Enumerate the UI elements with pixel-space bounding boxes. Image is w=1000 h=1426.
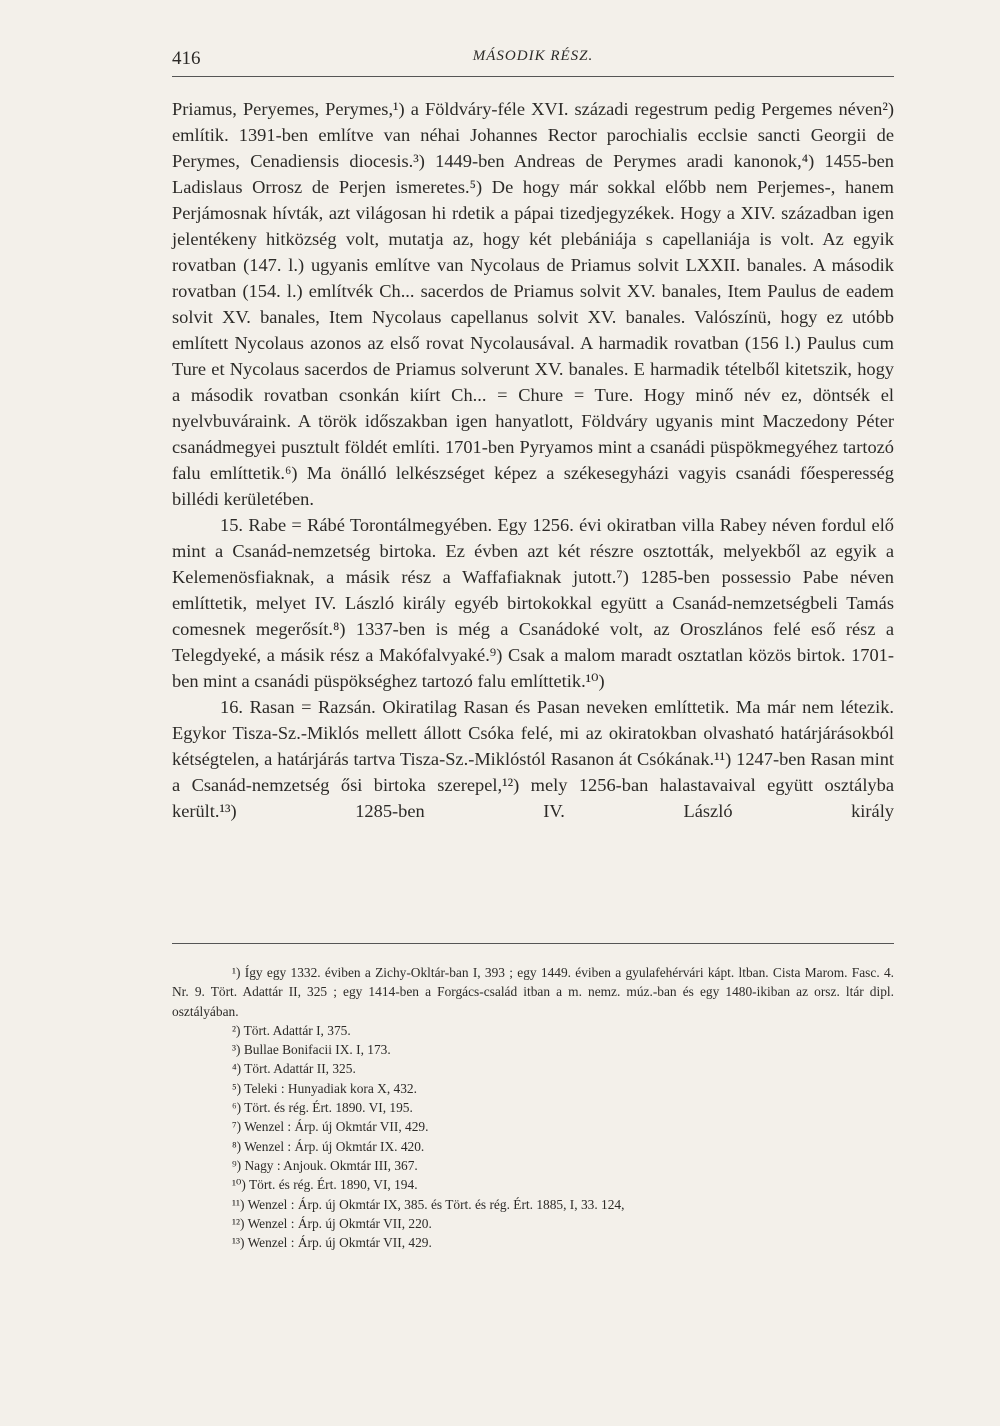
- footnote-2: ²) Tört. Adattár I, 375.: [232, 1022, 351, 1038]
- paragraph-priamus: Priamus, Peryemes, Perymes,¹) a Földváry-féle XVI. századi regestrum pedig Pergemes néven²) említik. 1391-ben említve van néhai Johannes Rector parochialis ecclsie sancti Georgii de Perymes, Cenadiensis diocesis.³) 1449-ben Andreas de Perymes aradi kanonok,⁴) 1455-ben Ladislaus Orrosz de Perjen ismeretes.⁵) De hogy már sokkal előbb nem Perjemes-, hanem Perjámosnak hívták, azt világosan hi rdetik a pápai tizedjegyzékek. Hogy a XIV. században igen jelentékeny hitközség volt, mutatja az, hogy két plebániája s capellaniája is volt. Az egyik rovatban (147. l.) ugyanis említve van Nycolaus de Priamus solvit LXXII. banales. A második rovatban (154. l.) említvék Ch... sacerdos de Priamus solvit XV. banales, Item Paulus de eadem solvit XV. banales, Item Nycolaus capellanus solvit XV. banales. Valószínü, hogy ez utóbb említett Nycolaus azonos az első rovat Nycolausával. A harmadik rovatban (156 l.) Paulus cum Ture et Nycolaus sacerdos de Priamus solverunt XV. banales. E harmadik tételből kitetszik, hogy a második rovatban csonkán kiírt Ch... = Chure = Ture. Hogy minő név ez, döntsék el nyelvbuváraink. A török időszakban igen hanyatlott, Földváry ugyanis mint Maczedony Péter csanádmegyei pusztult földét említi. 1701-ben Pyryamos mint a csanádi püspökmegyéhez tartozó falu említtetik.⁶) Ma önálló lelkészséget képez a székesegyházi vagyis csanádi főesperesség billédi kerületében.: [172, 99, 894, 509]
- paragraph-rasan: 16. Rasan = Razsán. Okiratilag Rasan és Pasan neveken említtetik. Ma már nem létezik. Egykor Tisza-Sz.-Miklós mellett állott Csóka felé, mi az okiratokban olvasható határjárásokból kétségtelen, a határjárás tartva Tisza-Sz.-Miklóstól Rasanon át Csókának.¹¹) 1247-ben Rasan mint a Csanád-nemzetség ősi birtoka szerepel,¹²) mely 1256-ban halastavaival együtt osztályba került.¹³) 1285-ben IV. László király: [172, 697, 894, 821]
- footnote-3: ³) Bullae Bonifacii IX. I, 173.: [232, 1042, 391, 1058]
- running-title: MÁSODIK RÉSZ.: [472, 48, 594, 64]
- footnote-7: ⁷) Wenzel : Árp. új Okmtár VII, 429.: [232, 1119, 429, 1135]
- footnote-13: ¹³) Wenzel : Árp. új Okmtár VII, 429.: [232, 1235, 432, 1251]
- page-number: 416: [172, 48, 201, 69]
- footnote-11: ¹¹) Wenzel : Árp. új Okmtár IX, 385. és Tört. és rég. Ért. 1885, I, 33. 124,: [232, 1196, 625, 1212]
- footnotes: [172, 963, 894, 1252]
- header-rule: [172, 76, 894, 77]
- main-text: [172, 96, 894, 824]
- footnote-5: ⁵) Teleki : Hunyadiak kora X, 432.: [232, 1080, 417, 1096]
- footnote-4: ⁴) Tört. Adattár II, 325.: [232, 1061, 356, 1077]
- footnote-9: ⁹) Nagy : Anjouk. Okmtár III, 367.: [232, 1157, 418, 1173]
- footnote-8: ⁸) Wenzel : Árp. új Okmtár IX. 420.: [232, 1138, 425, 1154]
- footnote-rule: [172, 943, 894, 944]
- footnote-12: ¹²) Wenzel : Árp. új Okmtár VII, 220.: [232, 1215, 432, 1231]
- footnote-6: ⁶) Tört. és rég. Ért. 1890. VI, 195.: [232, 1100, 413, 1116]
- footnote-10: ¹⁰) Tört. és rég. Ért. 1890, VI, 194.: [232, 1177, 418, 1193]
- footnote-1: ¹) Így egy 1332. éviben a Zichy-Okltár-ban I, 393 ; egy 1449. éviben a gyulafehérvári kápt. ltban. Cista Marom. Fasc. 4. Nr. 9. Tört. Adattár II, 325 ; egy 1414-ben a Forgács-család itban a m. nemz. múz.-ban és egy 1480-ikiban az orsz. ltár dipl. osztályában.: [172, 965, 894, 1019]
- paragraph-rabe: 15. Rabe = Rábé Torontálmegyében. Egy 1256. évi okiratban villa Rabey néven fordul elő mint a Csanád-nemzetség birtoka. Ez évben azt két részre osztották, melyekből az egyik a Kelemenösfiaknak, a másik rész a Waffafiaknak jutott.⁷) 1285-ben possessio Pabe néven említtetik, melyet IV. László király egyéb birtokokkal együtt a Csanád-nemzetségbeli Tamás comesnek megerősít.⁸) 1337-ben is még a Csanádoké volt, az Oroszlános felé eső rész a Telegdyeké, a másik rész a Makófalvyaké.⁹) Csak a malom maradt osztatlan közös birtok. 1701-ben mint a csanádi püspökséghez tartozó falu említtetik.¹⁰): [172, 515, 894, 691]
- page-header: [172, 48, 894, 72]
